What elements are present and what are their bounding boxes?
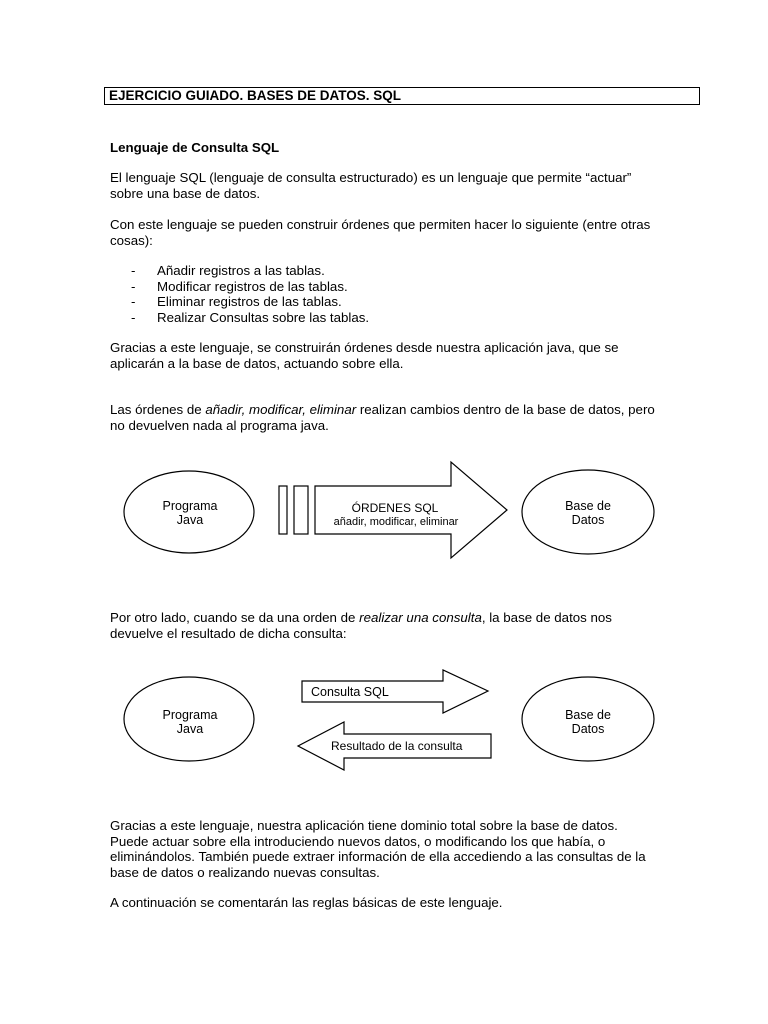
bullet-dash: - xyxy=(131,309,136,325)
node-label: Programa xyxy=(162,708,218,722)
node-label: Datos xyxy=(571,513,605,527)
paragraph-line: Con este lenguaje se pueden construir órdenes que permiten hacer lo siguiente (entre otras xyxy=(110,217,651,232)
paragraph-query xyxy=(110,610,710,641)
paragraph-line: devuelve el resultado de dicha consulta: xyxy=(110,625,347,641)
text-run: Por otro lado, cuando se da una orden de xyxy=(110,610,360,625)
paragraph-line: aplicarán a la base de datos, actuando sobre ella. xyxy=(110,355,404,371)
list-item-text: Añadir registros a las tablas. xyxy=(157,263,325,278)
arrow-tail-bar xyxy=(294,486,308,534)
text-run: realizan cambios dentro de la base de datos, pero xyxy=(356,402,655,417)
list-item xyxy=(131,263,631,279)
list-item-text: Modificar registros de las tablas. xyxy=(157,278,348,294)
program-java-node xyxy=(124,471,254,553)
paragraph-line: Gracias a este lenguaje, nuestra aplicación tiene dominio total sobre la base de datos. xyxy=(110,818,618,833)
node-label: Java xyxy=(176,722,204,736)
paragraph-closing: A continuación se comentarán las reglas básicas de este lenguaje. xyxy=(110,895,503,910)
node-label: Base de xyxy=(565,708,611,722)
query-arrow xyxy=(302,670,488,713)
paragraph-line: El lenguaje SQL (lenguaje de consulta estructurado) es un lenguaje que permite “actuar” xyxy=(110,170,632,185)
node-label: Datos xyxy=(571,722,605,736)
node-label: Java xyxy=(176,513,204,527)
paragraph-line: Puede actuar sobre ella introduciendo nuevos datos, o modificando los que había, o xyxy=(110,833,606,849)
node-label: Programa xyxy=(162,499,218,513)
section-heading: Lenguaje de Consulta SQL xyxy=(110,140,280,155)
paragraph-modify-orders xyxy=(110,402,710,433)
list-item xyxy=(131,294,631,310)
paragraph-control xyxy=(110,818,710,880)
paragraph-line: no devuelven nada al programa java. xyxy=(110,417,329,433)
paragraph-line xyxy=(110,610,710,626)
arrow-label: Consulta SQL xyxy=(311,685,389,699)
paragraph-line: eliminándolos. También puede extraer información de ella accediendo a las consultas de la xyxy=(110,849,646,864)
paragraph-line: cosas): xyxy=(110,232,153,248)
arrow-title: ÓRDENES SQL xyxy=(351,501,439,515)
bullet-dash: - xyxy=(131,263,136,278)
orders-arrow xyxy=(315,462,507,558)
list-item-text: Realizar Consultas sobre las tablas. xyxy=(157,309,370,325)
arrow-label: Resultado de la consulta xyxy=(331,739,463,753)
paragraph-capabilities xyxy=(110,217,710,248)
list-item xyxy=(131,279,631,295)
bullet-dash: - xyxy=(131,294,136,309)
list-item xyxy=(131,310,631,326)
paragraph-java-app xyxy=(110,340,710,371)
document-title: EJERCICIO GUIADO. BASES DE DATOS. SQL xyxy=(104,87,700,105)
paragraph-line xyxy=(110,402,710,418)
result-arrow xyxy=(298,722,491,770)
paragraph-line: Gracias a este lenguaje, se construirán órdenes desde nuestra aplicación java, que se xyxy=(110,340,619,355)
italic-text: añadir, modificar, eliminar xyxy=(205,402,357,417)
arrow-subtitle: añadir, modificar, eliminar xyxy=(333,516,459,528)
paragraph-intro xyxy=(110,170,710,201)
database-node xyxy=(522,470,654,554)
italic-text: realizar una consulta xyxy=(359,610,482,625)
capabilities-list xyxy=(131,263,631,325)
list-item-text: Eliminar registros de las tablas. xyxy=(157,294,342,309)
program-java-node xyxy=(124,677,254,761)
text-run: Las órdenes de xyxy=(110,402,206,417)
paragraph-line: sobre una base de datos. xyxy=(110,185,261,201)
text-run: , la base de datos nos xyxy=(481,610,612,625)
bullet-dash: - xyxy=(131,278,136,294)
database-node xyxy=(522,677,654,761)
node-label: Base de xyxy=(565,499,611,513)
arrow-tail-bar xyxy=(279,486,287,534)
paragraph-line: base de datos o realizando nuevas consultas. xyxy=(110,864,380,880)
